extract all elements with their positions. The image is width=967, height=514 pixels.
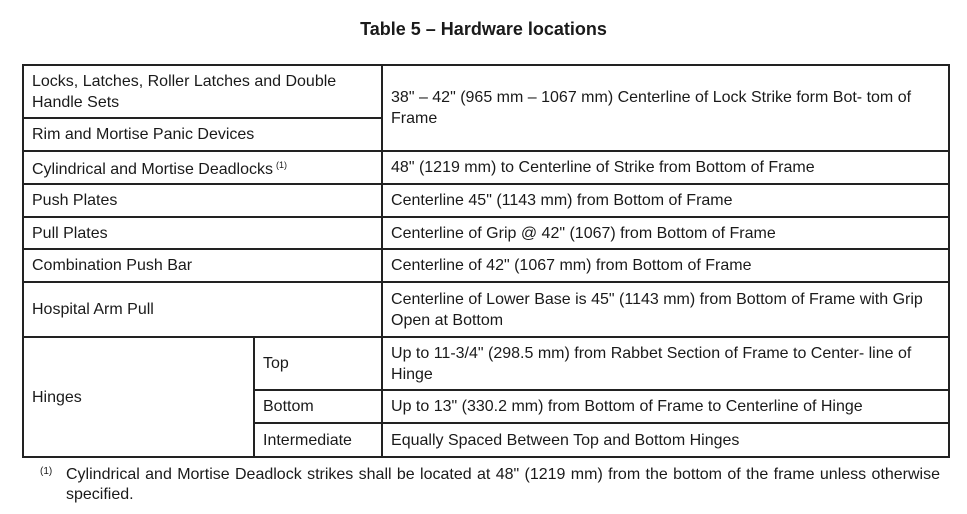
hardware-locations-table xyxy=(22,64,950,458)
location-cell: Equally Spaced Between Top and Bottom Hinges xyxy=(382,423,949,457)
item-cell: Hinges xyxy=(23,337,254,457)
location-cell: 48" (1219 mm) to Centerline of Strike from Bottom of Frame xyxy=(382,151,949,184)
table-row xyxy=(23,65,949,118)
table-row xyxy=(23,184,949,217)
footnote-text: Cylindrical and Mortise Deadlock strikes shall be located at 48" (1219 mm) from the bottom of the frame unless otherwise specified. xyxy=(66,466,940,503)
location-cell: Centerline of 42" (1067 mm) from Bottom of Frame xyxy=(382,249,949,282)
location-cell: 38" – 42" (965 mm – 1067 mm) Centerline of Lock Strike form Bot- tom of Frame xyxy=(382,65,949,151)
location-cell: Up to 13" (330.2 mm) from Bottom of Frame to Centerline of Hinge xyxy=(382,390,949,423)
item-cell: Combination Push Bar xyxy=(23,249,382,282)
sub-item-cell: Top xyxy=(254,337,382,390)
sub-item-cell: Bottom xyxy=(254,390,382,423)
item-cell: Locks, Latches, Roller Latches and Double Handle Sets xyxy=(23,65,382,118)
table-row xyxy=(23,282,949,337)
item-text: Cylindrical and Mortise Deadlocks xyxy=(32,161,273,178)
item-cell: Pull Plates xyxy=(23,217,382,249)
table-row xyxy=(23,151,949,184)
table-title: Table 5 – Hardware locations xyxy=(360,19,607,39)
item-cell: Push Plates xyxy=(23,184,382,217)
location-cell: Centerline of Lower Base is 45" (1143 mm) from Bottom of Frame with Grip Open at Bottom xyxy=(382,282,949,337)
item-cell: Hospital Arm Pull xyxy=(23,282,382,337)
location-cell: Centerline of Grip @ 42" (1067) from Bottom of Frame xyxy=(382,217,949,249)
location-cell: Up to 11-3/4" (298.5 mm) from Rabbet Section of Frame to Center- line of Hinge xyxy=(382,337,949,390)
footnote-reference: (1) xyxy=(275,160,287,170)
sub-item-cell: Intermediate xyxy=(254,423,382,457)
table-row xyxy=(23,249,949,282)
footnote xyxy=(40,465,940,505)
table-row xyxy=(23,337,949,390)
item-cell xyxy=(23,151,382,184)
footnote-marker: (1) xyxy=(40,466,53,477)
location-cell: Centerline 45" (1143 mm) from Bottom of Frame xyxy=(382,184,949,217)
table-row xyxy=(23,217,949,249)
item-cell: Rim and Mortise Panic Devices xyxy=(23,118,382,151)
